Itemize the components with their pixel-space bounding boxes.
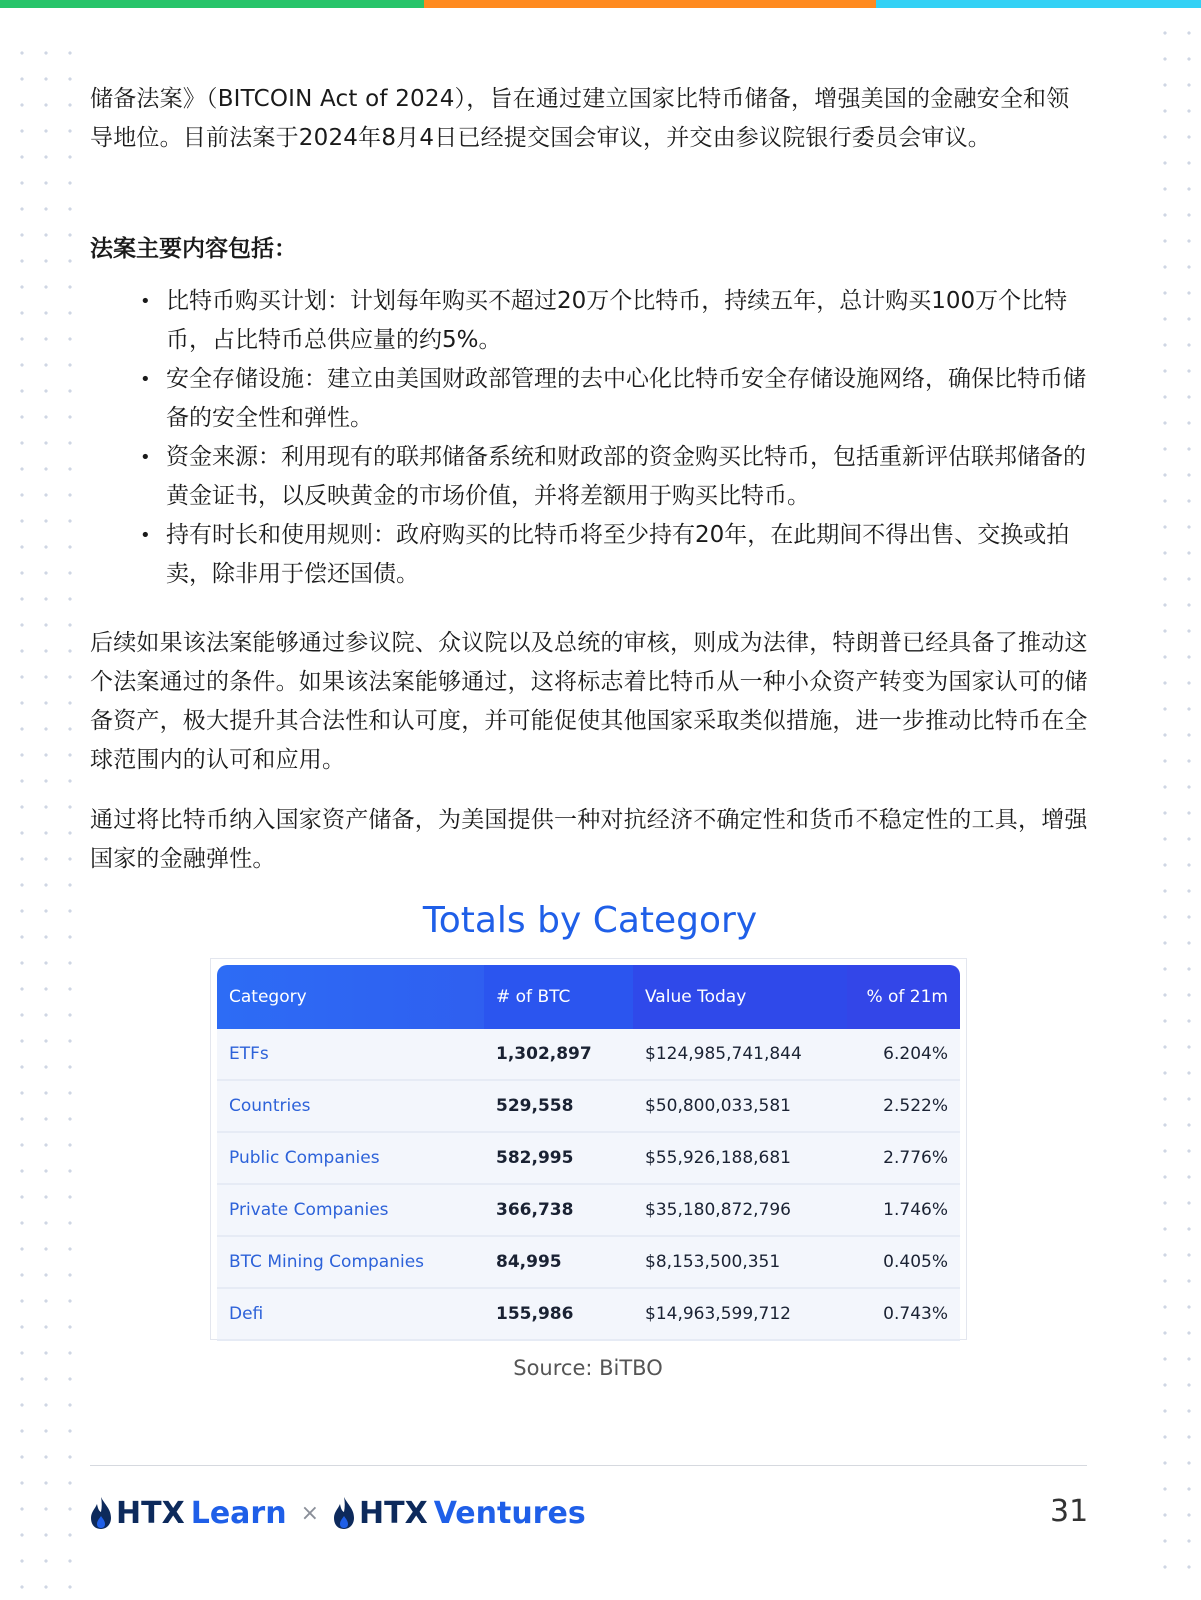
cell-category: BTC Mining Companies <box>217 1236 484 1288</box>
cell-value: $55,926,188,681 <box>633 1132 847 1184</box>
dot-pattern-right <box>1153 20 1193 1580</box>
top-bar-green <box>0 0 424 8</box>
intro-paragraph: 储备法案》（BITCOIN Act of 2024），旨在通过建立国家比特币储备，增强美国的金融安全和领导地位。目前法案于2024年8月4日已经提交国会审议，并交由参议院银行委员会审议。 <box>90 86 1070 151</box>
logo2-brand: HTX <box>359 1495 428 1531</box>
flame-icon <box>333 1496 355 1530</box>
cell-btc: 1,302,897 <box>484 1029 633 1080</box>
cell-category: Countries <box>217 1080 484 1132</box>
logo2-suffix: Ventures <box>433 1495 586 1531</box>
htx-learn-logo <box>90 1496 287 1531</box>
cell-percent: 0.405% <box>847 1236 960 1288</box>
cell-percent: 2.776% <box>847 1132 960 1184</box>
list-item: • 持有时长和使用规则：政府购买的比特币将至少持有20年，在此期间不得出售、交换或拍卖，除非用于偿还国债。 <box>140 516 1090 594</box>
cell-percent: 6.204% <box>847 1029 960 1080</box>
cell-percent: 0.743% <box>847 1288 960 1340</box>
cell-value: $14,963,599,712 <box>633 1288 847 1340</box>
intro-block <box>90 80 1090 158</box>
header-value: Value Today <box>633 965 847 1029</box>
top-bar-orange <box>424 0 876 8</box>
cell-value: $50,800,033,581 <box>633 1080 847 1132</box>
outlook-paragraph: 后续如果该法案能够通过参议院、众议院以及总统的审核，则成为法律，特朗普已经具备了推动这个法案通过的条件。如果该法案能够通过，这将标志着比特币从一种小众资产转变为国家认可的储备资产，极大提升其合法性和认可度，并可能促使其他国家采取类似措施，进一步推动比特币在全球范围内的认可和应用。 <box>90 630 1088 773</box>
logo1-suffix: Learn <box>190 1495 287 1531</box>
cell-btc: 529,558 <box>484 1080 633 1132</box>
page-number: 31 <box>1050 1494 1089 1529</box>
cell-percent: 1.746% <box>847 1184 960 1236</box>
cell-btc: 366,738 <box>484 1184 633 1236</box>
logo1-brand: HTX <box>116 1495 185 1531</box>
footer-divider <box>90 1465 1087 1466</box>
table-row <box>217 1236 960 1288</box>
cell-category: Public Companies <box>217 1132 484 1184</box>
htx-ventures-logo <box>333 1496 586 1531</box>
conclusion-paragraph: 通过将比特币纳入国家资产储备，为美国提供一种对抗经济不确定性和货币不稳定性的工具，增强国家的金融弹性。 <box>90 807 1088 872</box>
header-category: Category <box>217 965 484 1029</box>
cell-category: Defi <box>217 1288 484 1340</box>
footer-logos <box>90 1488 586 1538</box>
totals-table-card <box>210 958 967 1340</box>
table-row <box>217 1080 960 1132</box>
top-bar-cyan <box>876 0 1201 8</box>
flame-icon <box>90 1496 112 1530</box>
cell-btc: 155,986 <box>484 1288 633 1340</box>
list-item: • 安全存储设施：建立由美国财政部管理的去中心化比特币安全存储设施网络，确保比特币储备的安全性和弹性。 <box>140 360 1090 438</box>
cell-category: ETFs <box>217 1029 484 1080</box>
cell-value: $8,153,500,351 <box>633 1236 847 1288</box>
cell-category: Private Companies <box>217 1184 484 1236</box>
cell-value: $35,180,872,796 <box>633 1184 847 1236</box>
bill-contents-list <box>140 282 1090 594</box>
header-percent: % of 21m <box>847 965 960 1029</box>
top-color-bar <box>0 0 1201 8</box>
times-symbol: × <box>300 1500 319 1526</box>
table-source: Source: BiTBO <box>513 1356 663 1380</box>
table-header-row <box>217 965 960 1029</box>
table-row <box>217 1184 960 1236</box>
totals-table <box>217 965 960 1341</box>
table-row <box>217 1132 960 1184</box>
cell-value: $124,985,741,844 <box>633 1029 847 1080</box>
cell-btc: 84,995 <box>484 1236 633 1288</box>
bill-contents-heading: 法案主要内容包括： <box>90 236 297 262</box>
header-btc: # of BTC <box>484 965 633 1029</box>
cell-btc: 582,995 <box>484 1132 633 1184</box>
table-row <box>217 1029 960 1080</box>
table-title: Totals by Category <box>422 900 758 941</box>
list-item: • 资金来源：利用现有的联邦储备系统和财政部的资金购买比特币，包括重新评估联邦储备的黄金证书，以反映黄金的市场价值，并将差额用于购买比特币。 <box>140 438 1090 516</box>
cell-percent: 2.522% <box>847 1080 960 1132</box>
list-item: • 比特币购买计划：计划每年购买不超过20万个比特币，持续五年，总计购买100万个比特币，占比特币总供应量的约5%。 <box>140 282 1090 360</box>
table-row <box>217 1288 960 1340</box>
